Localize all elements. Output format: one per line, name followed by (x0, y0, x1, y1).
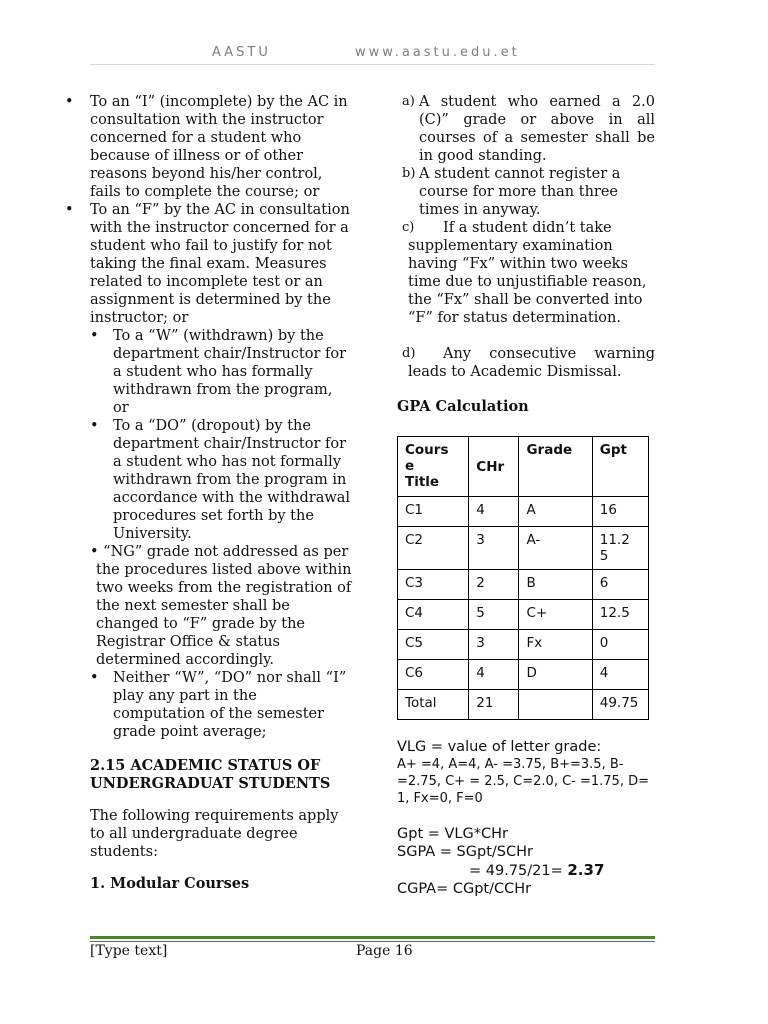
formula-cgpa: CGPA= CGpt/CCHr (397, 881, 532, 897)
table-cell: 12.5 (592, 600, 648, 630)
table-row (398, 570, 649, 600)
item-label: c) (402, 220, 415, 235)
item-text: If a student didn’t take supplementary examination having “Fx” within two weeks time due to unjustifiable reason, the “Fx” shall be converted into “F” for status determination. (408, 220, 647, 326)
footer-divider (90, 936, 655, 939)
table-row (398, 630, 649, 660)
bullet-icon: • (90, 670, 99, 686)
bullet-icon: • (90, 418, 99, 434)
sgpa-result: 2.37 (567, 861, 605, 879)
list-item-neither (90, 669, 352, 741)
list-item-withdrawn (90, 327, 352, 417)
bullet-icon: • (65, 94, 74, 110)
formulas (397, 825, 655, 898)
rule-item-a (397, 93, 655, 165)
list-item-text: To a “DO” (dropout) by the department chair/Instructor for a student who has not formally withdrawn from the program in accordance with the withdrawal procedures set forth by the University. (113, 418, 351, 542)
list-item-text: To an “I” (incomplete) by the AC in consultation with the instructor concerned for a student who because of illness or of other reasons beyond his/her control, fails to complete the course; or (90, 94, 348, 200)
table-cell: Fx (519, 630, 592, 660)
table-cell (519, 690, 592, 720)
item-label: b) (402, 166, 416, 181)
formula-sgpa-calc (397, 861, 655, 880)
table-cell: 4 (592, 660, 648, 690)
item-label: a) (402, 94, 415, 109)
header-website: www.aastu.edu.et (355, 45, 520, 60)
list-item-dropout (90, 417, 352, 543)
column-header-grade: Grade (519, 437, 592, 497)
table-cell: 49.75 (592, 690, 648, 720)
footer-placeholder-text: [Type text] (90, 943, 168, 959)
subsection-heading: 1. Modular Courses (90, 875, 250, 892)
bullet-icon: • (90, 544, 99, 560)
table-header-row (398, 437, 649, 497)
table-cell: D (519, 660, 592, 690)
table-row (398, 497, 649, 527)
bullet-icon: • (65, 202, 74, 218)
list-item-f-grade (65, 201, 352, 327)
table-cell: 4 (469, 660, 519, 690)
item-text: Any consecutive warning leads to Academic Dismissal. (408, 346, 655, 380)
table-cell: C+ (519, 600, 592, 630)
grade-scale: A+ =4, A=4, A- =3.75, B+=3.5, B- =2.75, C+ = 2.5, C=2.0, C- =1.75, D= 1, Fx=0, F=0 (397, 757, 649, 806)
section-heading: 2.15 ACADEMIC STATUS OF UNDERGRADUAT STUDENTS (90, 757, 331, 792)
column-header-chr: CHr (469, 437, 519, 497)
table-cell: 11.2 5 (592, 527, 648, 570)
list-item-text: To an “F” by the AC in consultation with the instructor concerned for a student who fail to justify for not taking the final exam. Measures related to incomplete test or an assignment is determined by the instructor; or (90, 202, 350, 326)
gpa-heading: GPA Calculation (397, 398, 529, 415)
item-text: A student cannot register a course for more than three times in anyway. (419, 166, 621, 218)
table-cell: 3 (469, 527, 519, 570)
table-cell: C2 (398, 527, 469, 570)
table-cell: A- (519, 527, 592, 570)
left-column (65, 93, 352, 893)
table-row (398, 660, 649, 690)
table-cell: C1 (398, 497, 469, 527)
item-label: d) (402, 346, 416, 361)
column-header-course: Cours e Title (398, 437, 469, 497)
table-cell: 4 (469, 497, 519, 527)
table-cell: C3 (398, 570, 469, 600)
list-item-ng-grade (90, 543, 352, 669)
table-cell: 5 (469, 600, 519, 630)
formula-gpt: Gpt = VLG*CHr (397, 826, 508, 842)
requirements-paragraph: The following requirements apply to all undergraduate degree students: (90, 808, 339, 860)
formula-sgpa-calc-text: = 49.75/21= (469, 863, 568, 879)
list-item-incomplete (65, 93, 352, 201)
rule-item-b (397, 165, 655, 219)
column-header-gpt: Gpt (592, 437, 648, 497)
table-cell: 21 (469, 690, 519, 720)
table-cell: C6 (398, 660, 469, 690)
table-cell: 16 (592, 497, 648, 527)
list-item-text: To a “W” (withdrawn) by the department chair/Instructor for a student who has formally withdrawn from the program, or (113, 328, 347, 416)
gpa-table (397, 436, 649, 720)
right-column (397, 93, 655, 898)
rule-item-d (397, 345, 655, 381)
table-cell: Total (398, 690, 469, 720)
table-row (398, 527, 649, 570)
list-item-text: Neither “W”, “DO” nor shall “I” play any part in the computation of the semester grade point average; (113, 670, 347, 740)
page-header (90, 44, 655, 65)
footer-divider-thin (90, 941, 655, 942)
table-cell: C5 (398, 630, 469, 660)
vlg-definition: VLG = value of letter grade: (397, 739, 602, 755)
table-cell: 0 (592, 630, 648, 660)
table-row (398, 600, 649, 630)
bullet-icon: • (90, 328, 99, 344)
page-number: Page 16 (356, 943, 413, 959)
table-cell: A (519, 497, 592, 527)
table-cell: 3 (469, 630, 519, 660)
formula-sgpa: SGPA = SGpt/SCHr (397, 844, 533, 860)
header-org: AASTU (212, 45, 271, 60)
table-cell: B (519, 570, 592, 600)
item-text: A student who earned a 2.0 (C)” grade or above in all courses of a semester shall be in good standing. (419, 94, 655, 164)
table-row-total (398, 690, 649, 720)
table-cell: 6 (592, 570, 648, 600)
table-cell: 2 (469, 570, 519, 600)
table-cell: C4 (398, 600, 469, 630)
list-item-text: “NG” grade not addressed as per the procedures listed above within two weeks from the registration of the next semester shall be changed to “F” grade by the Registrar Office & status determined accordingly. (96, 544, 352, 668)
rule-item-c (397, 219, 655, 327)
